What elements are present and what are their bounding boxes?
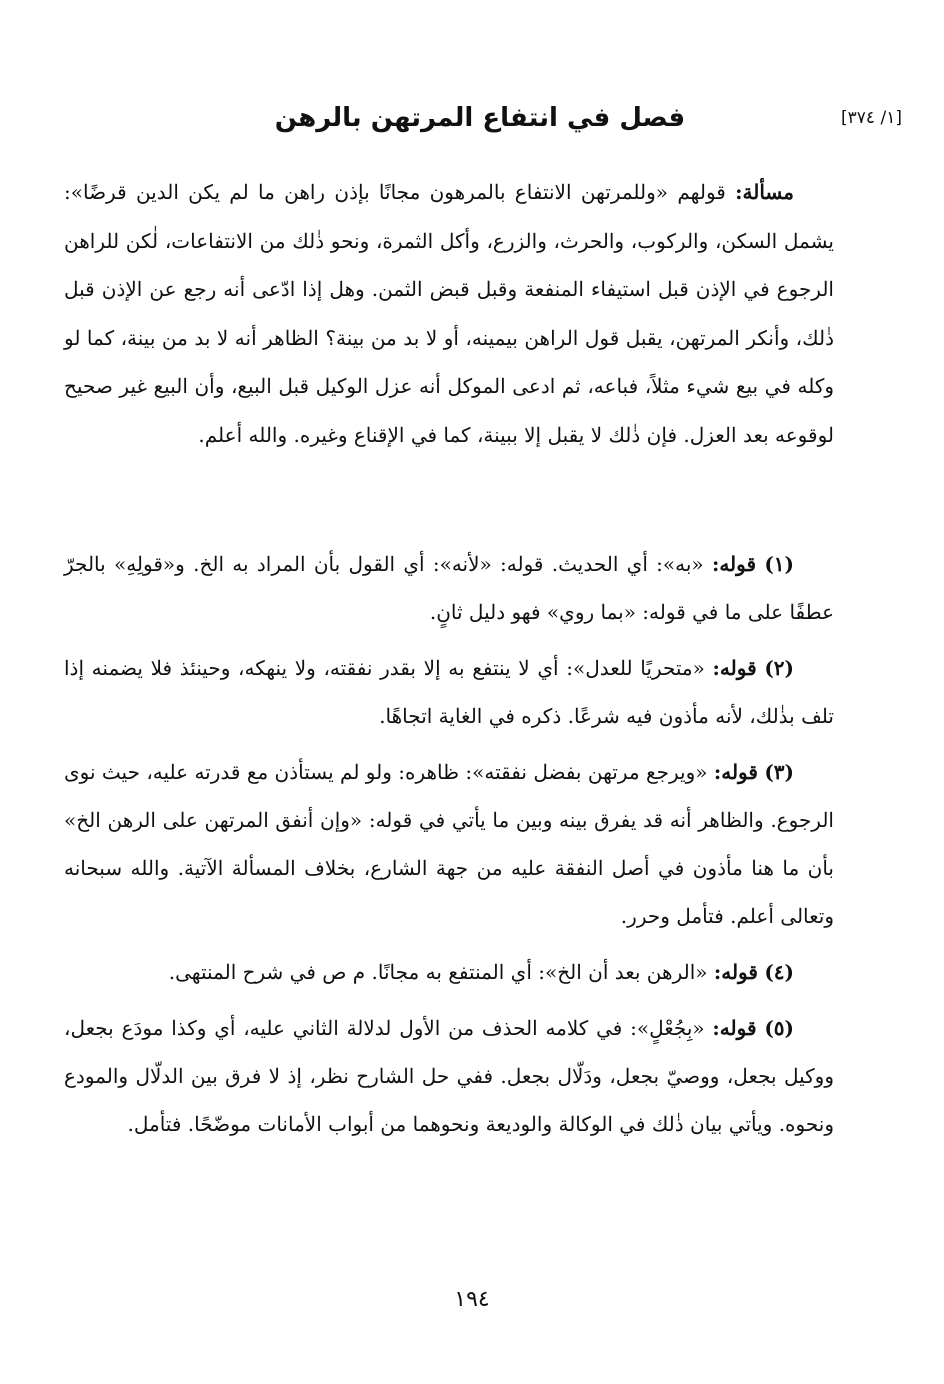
note-1 bbox=[64, 540, 834, 636]
note-2 bbox=[64, 644, 834, 740]
note-lead: قوله: bbox=[713, 760, 758, 784]
commentary-notes bbox=[64, 540, 834, 1156]
note-number: (٢) bbox=[764, 656, 794, 680]
note-text: «بِجُعْلٍ»: في كلامه الحذف من الأول لدلالة الثاني عليه، أي وكذا مودَع بجعل، ووكيل بجعل، ووصيّ بجعل، ودَلّال بجعل. ففي حل الشارح نظر، إذ لا فرق بين الدلّال والمودع ونحوه. ويأتي بيان ذٰلك في الوكالة والوديعة ونحوهما من أبواب الأمانات موضّحًا. فتأمل. bbox=[64, 1016, 834, 1136]
note-lead: قوله: bbox=[713, 960, 758, 984]
note-lead: قوله: bbox=[711, 552, 757, 576]
main-paragraph-text: قولهم «وللمرتهن الانتفاع بالمرهون مجانًا بإذن راهن ما لم يكن الدين قرضًا»: يشمل السكن، والركوب، والحرث، والزرع، وأكل الثمرة، ونحو ذٰلك من الانتفاعات، لٰكن للراهن الرجوع في الإذن قبل استيفاء المنفعة وقبل قبض الثمن. وهل إذا ادّعى أنه رجع عن الإذن قبل ذٰلك، وأنكر المرتهن، يقبل قول الراهن بيمينه، أو لا بد من بينة؟ الظاهر أنه لا بد من بينة، كما لو وكله في بيع شيء مثلاً، فباعه، ثم ادعى الموكل أنه عزل الوكيل قبل البيع، وأن البيع غير صحيح لوقوعه بعد العزل. فإن ذٰلك لا يقبل إلا ببينة، كما في الإقناع وغيره. والله أعلم. bbox=[64, 180, 834, 447]
note-3 bbox=[64, 748, 834, 940]
page-number: ١٩٤ bbox=[454, 1287, 490, 1312]
note-text: «به»: أي الحديث. قوله: «لأنه»: أي القول بأن المراد به الخ. و«قولِهِ» بالجرّ عطفًا على ما في قوله: «بما روي» فهو دليل ثانٍ. bbox=[64, 552, 834, 624]
note-lead: قوله: bbox=[712, 656, 757, 680]
note-number: (٤) bbox=[764, 960, 794, 984]
issue-label: مسألة: bbox=[735, 180, 794, 204]
note-number: (٣) bbox=[764, 760, 795, 784]
running-head-title: فصل في انتفاع المرتهن بالرهن bbox=[274, 103, 686, 133]
note-number: (١) bbox=[764, 552, 794, 576]
note-text: «الرهن بعد أن الخ»: أي المنتفع به مجانًا. م ص في شرح المنتهى. bbox=[168, 960, 714, 984]
main-paragraph bbox=[64, 168, 834, 459]
original-page-reference: [١/ ٣٧٤] bbox=[841, 108, 902, 128]
page-header bbox=[60, 96, 902, 142]
note-number: (٥) bbox=[764, 1016, 794, 1040]
note-4 bbox=[64, 948, 834, 996]
note-text: «ويرجع مرتهن بفضل نفقته»: ظاهره: ولو لم يستأذن مع قدرته عليه، حيث نوى الرجوع. والظاهر أنه قد يفرق بينه وبين ما يأتي في قوله: «وإن أنفق المرتهن على الرهن الخ» بأن ما هنا مأذون في أصل النفقة عليه من جهة الشارع، بخلاف المسألة الآتية. والله سبحانه وتعالى أعلم. فتأمل وحرر. bbox=[64, 760, 834, 928]
note-5 bbox=[64, 1004, 834, 1148]
main-text bbox=[64, 168, 834, 459]
note-text: «متحريًا للعدل»: أي لا ينتفع به إلا بقدر نفقته، ولا ينهكه، وحينئذ فلا يضمنه إذا تلف بذٰلك، لأنه مأذون فيه شرعًا. ذكره في الغاية اتجاهًا. bbox=[64, 656, 834, 728]
note-lead: قوله: bbox=[712, 1016, 757, 1040]
